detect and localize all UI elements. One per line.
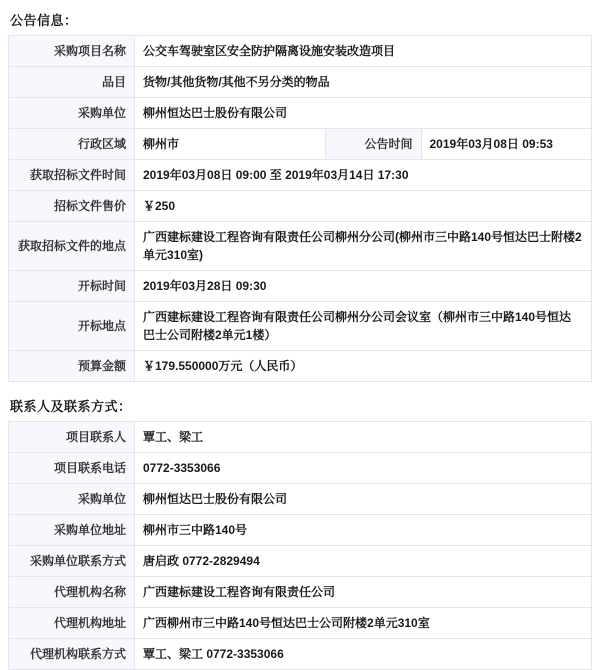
row-value-region (135, 129, 592, 160)
row-value-budget: ￥179.550000万元（人民币） (135, 351, 592, 382)
row-label-agency-contact: 代理机构联系方式 (9, 639, 135, 670)
table-row (9, 453, 592, 484)
row-value-purchaser-contact: 唐启政 0772-2829494 (135, 546, 592, 577)
row-label-region: 行政区域 (9, 129, 135, 160)
contact-info-title: 联系人及联系方式： (10, 399, 132, 414)
row-label-bid-open-place: 开标地点 (9, 302, 135, 351)
table-row (9, 608, 592, 639)
row-value-purchaser-name: 柳州恒达巴士股份有限公司 (135, 484, 592, 515)
row-value-bid-open-time: 2019年03月28日 09:30 (135, 271, 592, 302)
table-row (9, 639, 592, 670)
row-label-purchaser-contact: 采购单位联系方式 (9, 546, 135, 577)
row-label-purchaser-name: 采购单位 (9, 484, 135, 515)
row-value-project-phone: 0772-3353066 (135, 453, 592, 484)
table-row (9, 222, 592, 271)
row-label-publish-time: 公告时间 (325, 129, 421, 159)
row-value-publish-time: 2019年03月08日 09:53 (421, 129, 591, 159)
row-value-bid-open-place: 广西建标建设工程咨询有限责任公司柳州分公司会议室（柳州市三中路140号恒达巴士公司附楼2单元1楼） (135, 302, 592, 351)
row-label-doc-fetch-place: 获取招标文件的地点 (9, 222, 135, 271)
row-value-project-name: 公交车驾驶室区安全防护隔离设施安装改造项目 (135, 36, 592, 67)
row-value-agency-name: 广西建标建设工程咨询有限责任公司 (135, 577, 592, 608)
row-value-agency-address: 广西柳州市三中路140号恒达巴士公司附楼2单元310室 (135, 608, 592, 639)
row-value-purchaser: 柳州恒达巴士股份有限公司 (135, 98, 592, 129)
contact-info-table (8, 421, 592, 670)
row-label-project-contact: 项目联系人 (9, 422, 135, 453)
table-row (9, 67, 592, 98)
row-label-agency-name: 代理机构名称 (9, 577, 135, 608)
table-row (9, 351, 592, 382)
table-row (9, 546, 592, 577)
table-row (9, 191, 592, 222)
row-value-category: 货物/其他货物/其他不另分类的物品 (135, 67, 592, 98)
table-row (9, 515, 592, 546)
row-label-doc-price: 招标文件售价 (9, 191, 135, 222)
row-value-doc-price: ￥250 (135, 191, 592, 222)
table-row (9, 271, 592, 302)
table-row (9, 302, 592, 351)
row-label-purchaser-address: 采购单位地址 (9, 515, 135, 546)
table-row (9, 484, 592, 515)
row-label-budget: 预算金额 (9, 351, 135, 382)
row-label-purchaser: 采购单位 (9, 98, 135, 129)
announcement-info-table (8, 35, 592, 382)
row-value-doc-fetch-place: 广西建标建设工程咨询有限责任公司柳州分公司(柳州市三中路140号恒达巴士附楼2单元310室) (135, 222, 592, 271)
row-value-purchaser-address: 柳州市三中路140号 (135, 515, 592, 546)
announcement-info-title: 公告信息： (10, 13, 78, 28)
row-label-doc-fetch-time: 获取招标文件时间 (9, 160, 135, 191)
row-value-agency-contact: 覃工、梁工 0772-3353066 (135, 639, 592, 670)
row-label-bid-open-time: 开标时间 (9, 271, 135, 302)
row-label-agency-address: 代理机构地址 (9, 608, 135, 639)
row-value-doc-fetch-time: 2019年03月08日 09:00 至 2019年03月14日 17:30 (135, 160, 592, 191)
table-row (9, 422, 592, 453)
row-label-project-name: 采购项目名称 (9, 36, 135, 67)
row-label-category: 品目 (9, 67, 135, 98)
table-row (9, 160, 592, 191)
table-row (9, 98, 592, 129)
table-row (9, 36, 592, 67)
row-label-project-phone: 项目联系电话 (9, 453, 135, 484)
section-spacer (8, 382, 592, 392)
table-row (9, 577, 592, 608)
row-value-project-contact: 覃工、梁工 (135, 422, 592, 453)
region-value-cell: 柳州市 (143, 137, 180, 151)
table-row (9, 129, 592, 160)
